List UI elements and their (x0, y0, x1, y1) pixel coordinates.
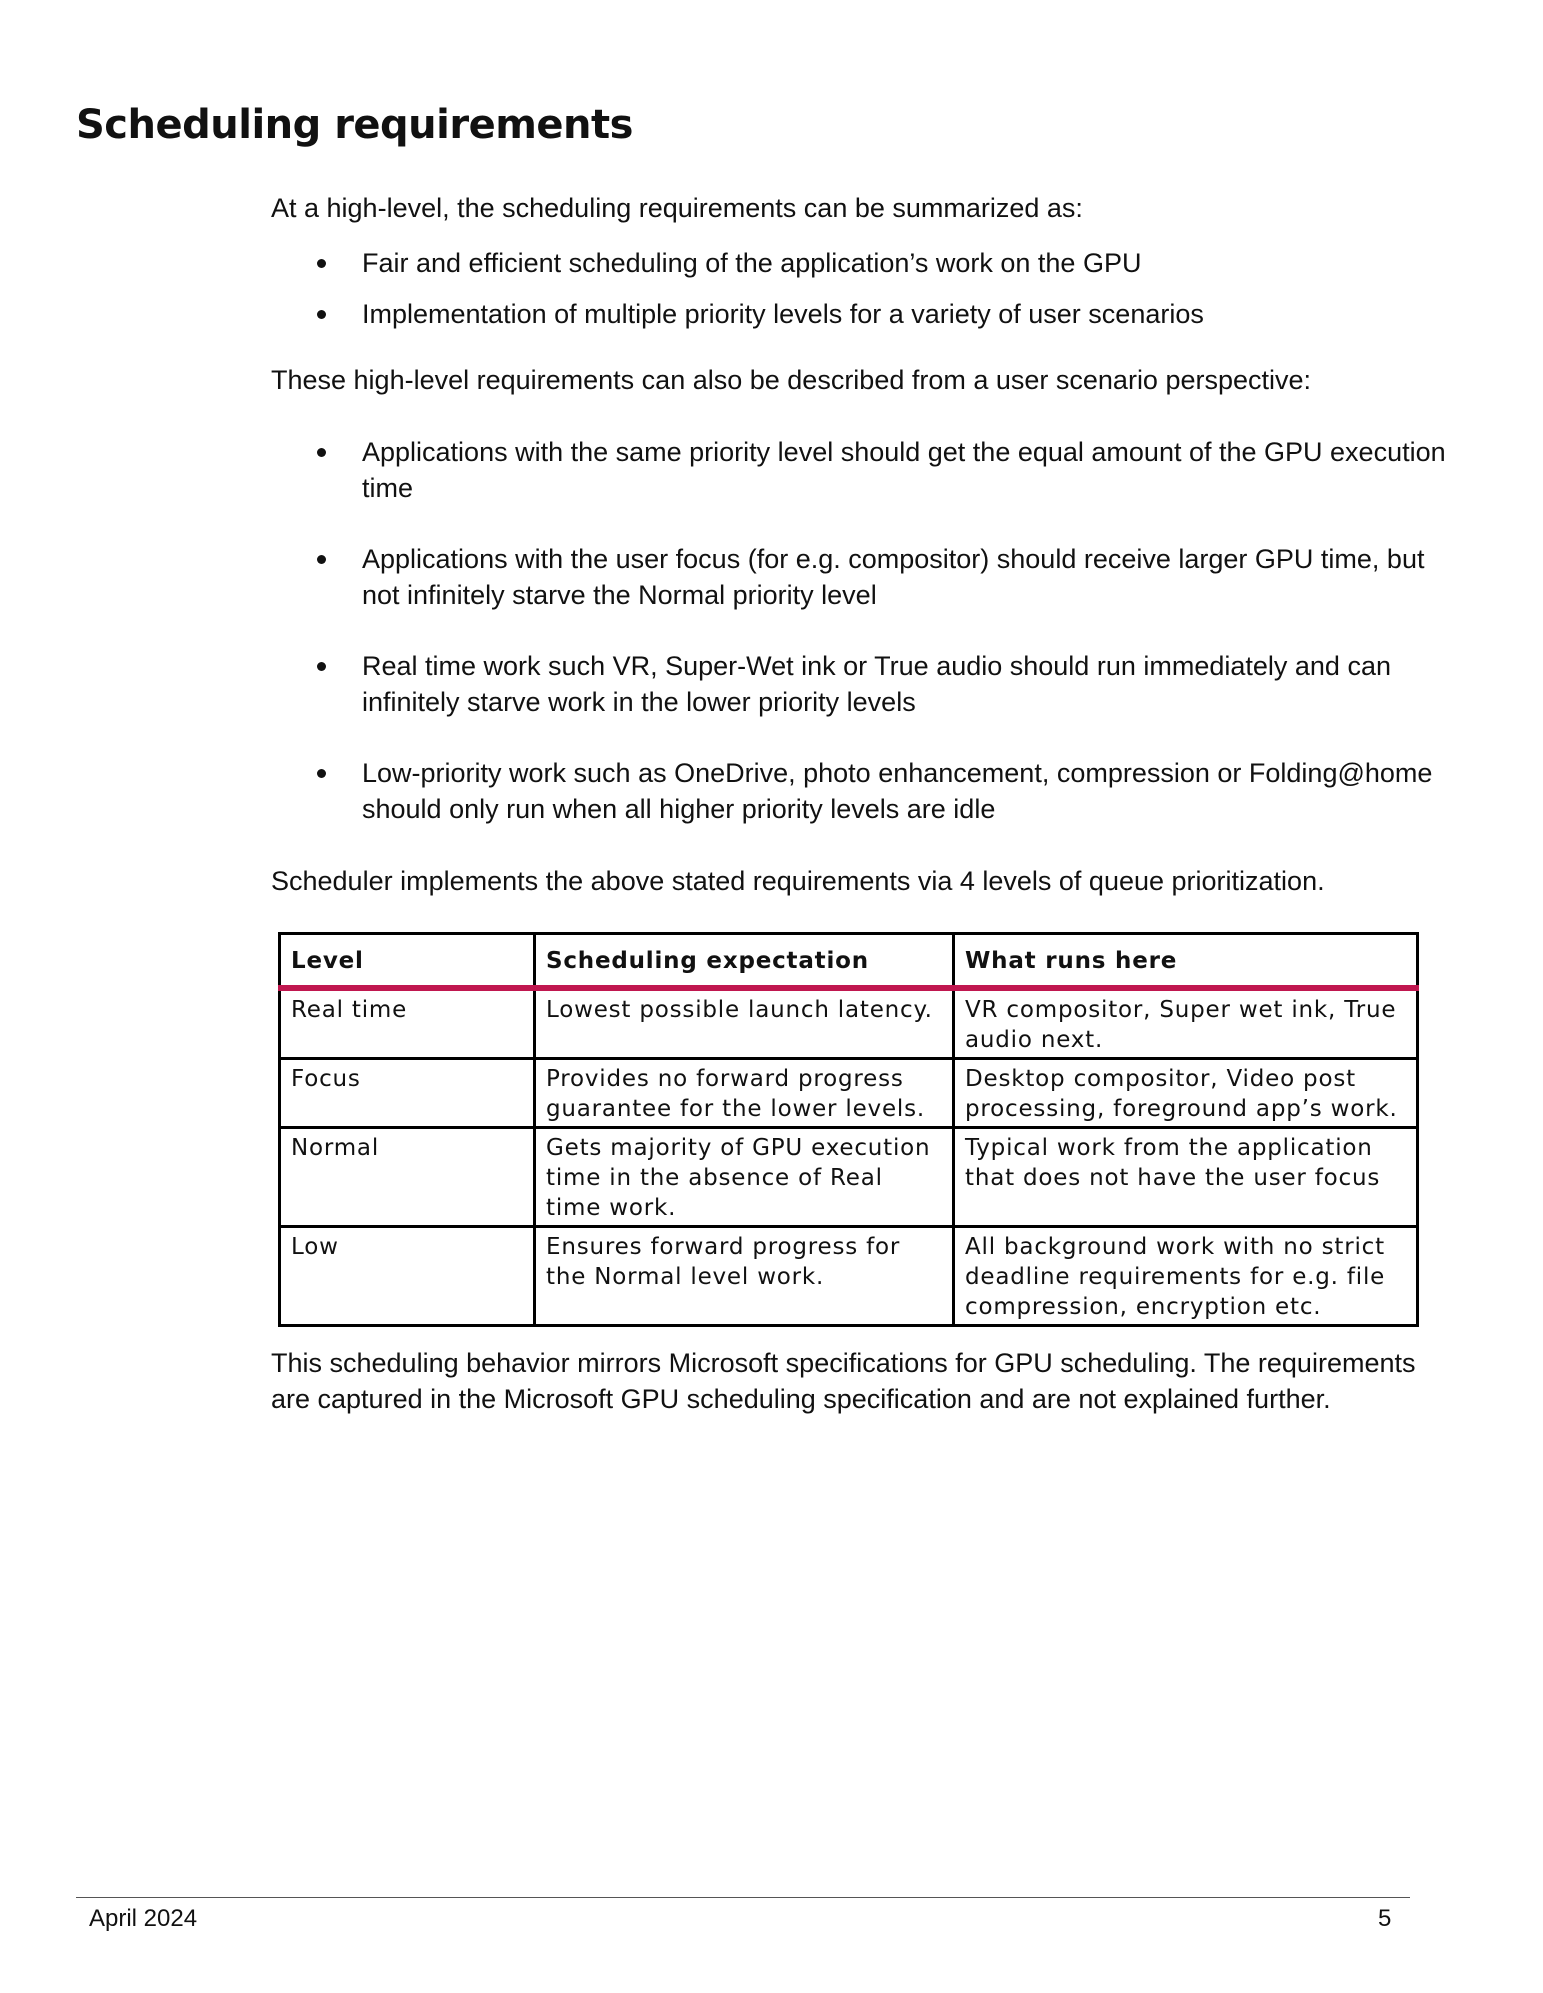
footer-date: April 2024 (89, 1905, 198, 1932)
bullet-text: Implementation of multiple priority levels for a variety of user scenarios (362, 299, 1204, 329)
list-item (271, 755, 1451, 827)
bullet-icon (317, 259, 326, 268)
bullet-text: Applications with the same priority level should get the equal amount of the GPU execution time (362, 437, 1446, 503)
workload-cell: Desktop compositor, Video post processing, foreground app’s work. (954, 1059, 1418, 1128)
table-header-row (280, 934, 1418, 989)
scenario-intro-paragraph: These high-level requirements can also be described from a user scenario perspective: (271, 365, 1312, 395)
bullet-icon (317, 310, 326, 319)
workload-cell: Typical work from the application that does not have the user focus (954, 1128, 1418, 1227)
bullet-icon (317, 662, 326, 671)
expectation-cell: Provides no forward progress guarantee for the lower levels. (535, 1059, 954, 1128)
bullet-text: Fair and efficient scheduling of the application’s work on the GPU (362, 248, 1142, 278)
footer-divider (76, 1897, 1410, 1898)
workload-cell: VR compositor, Super wet ink, True audio next. (954, 988, 1418, 1059)
bullet-text: Applications with the user focus (for e.g. compositor) should receive larger GPU time, but not infinitely starve the Normal priority level (362, 544, 1425, 610)
scenario-bullet-list (271, 434, 1451, 862)
list-item (271, 245, 1451, 281)
list-item (271, 434, 1451, 506)
bullet-text: Low-priority work such as OneDrive, photo enhancement, compression or Folding@home should only run when all higher priority levels are idle (362, 758, 1433, 824)
level-cell: Focus (280, 1059, 535, 1128)
header-what-runs-here: What runs here (954, 934, 1418, 989)
list-item (271, 541, 1451, 613)
expectation-cell: Ensures forward progress for the Normal level work. (535, 1227, 954, 1326)
workload-cell: All background work with no strict deadline requirements for e.g. file compression, encryption etc. (954, 1227, 1418, 1326)
closing-paragraph: This scheduling behavior mirrors Microsoft specifications for GPU scheduling. The requirements are captured in the Microsoft GPU scheduling specification and are not explained further. (271, 1348, 1416, 1414)
bullet-icon (317, 555, 326, 564)
list-item (271, 296, 1451, 332)
level-cell: Low (280, 1227, 535, 1326)
table-row (280, 1128, 1418, 1227)
level-cell: Normal (280, 1128, 535, 1227)
page-number: 5 (1378, 1905, 1392, 1932)
header-level: Level (280, 934, 535, 989)
expectation-cell: Lowest possible launch latency. (535, 988, 954, 1059)
header-scheduling-expectation: Scheduling expectation (535, 934, 954, 989)
level-cell: Real time (280, 988, 535, 1059)
list-item (271, 648, 1451, 720)
expectation-cell: Gets majority of GPU execution time in the absence of Real time work. (535, 1128, 954, 1227)
priority-levels-table (278, 932, 1419, 1327)
table-row (280, 1059, 1418, 1128)
high-level-bullet-list (271, 245, 1451, 347)
bullet-icon (317, 769, 326, 778)
bullet-icon (317, 448, 326, 457)
table-row (280, 1227, 1418, 1326)
table-row (280, 988, 1418, 1059)
bullet-text: Real time work such VR, Super-Wet ink or True audio should run immediately and can infinitely starve work in the lower priority levels (362, 651, 1391, 717)
page-title: Scheduling requirements (76, 102, 633, 148)
scheduler-paragraph: Scheduler implements the above stated requirements via 4 levels of queue prioritization. (271, 866, 1325, 896)
intro-paragraph: At a high-level, the scheduling requirements can be summarized as: (271, 193, 1083, 223)
